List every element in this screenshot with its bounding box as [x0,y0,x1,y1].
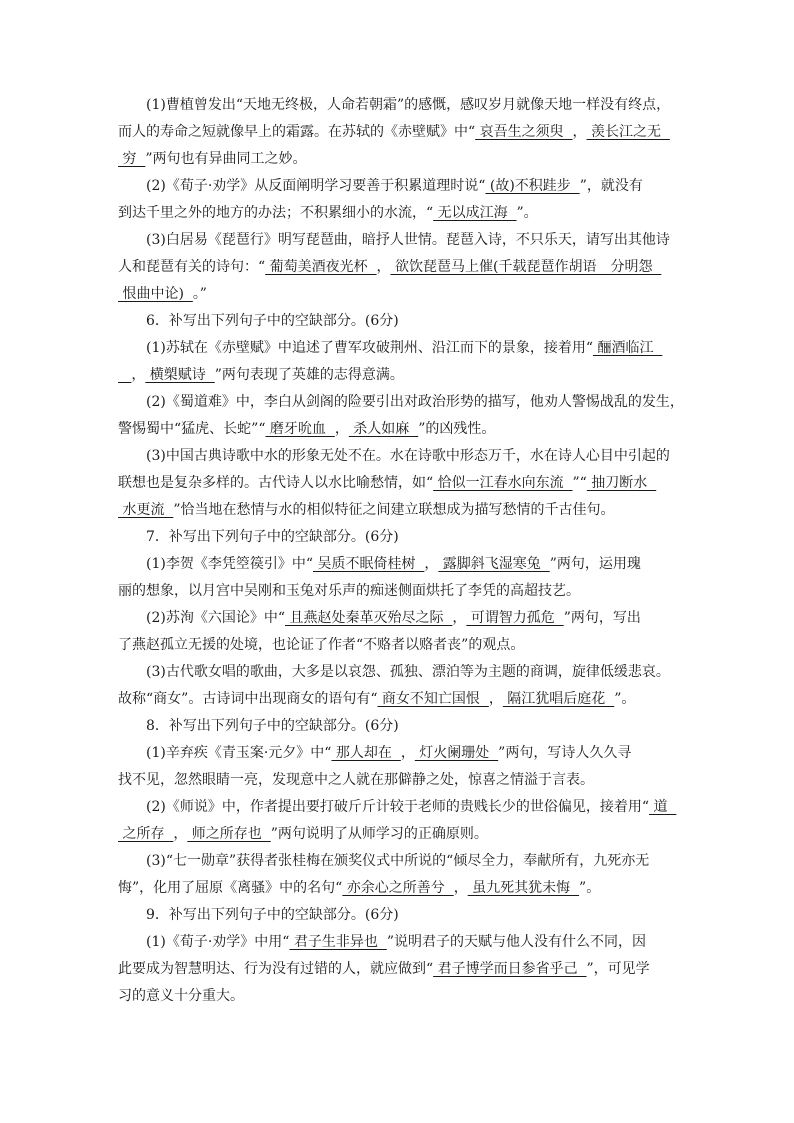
text-segment: 故称“商女”。古诗词中出现商女的语句有“ [118,691,378,707]
text-line [118,794,676,821]
answer-blank: 羡长江之无 [586,124,670,140]
text-segment: 人和琵琶有关的诗句：“ [118,259,266,275]
text-segment: ”，就没有 [579,178,643,194]
text-segment: ， [131,367,146,383]
answer-blank: 穷 [118,151,146,167]
text-segment: ， [334,421,349,437]
text-segment: ”两句说明了从师学习的正确原则。 [270,826,488,842]
text-segment: ”两句，运用瑰 [549,556,641,572]
answer-blank: 且燕赵处秦革灭殆尽之际 [285,610,453,626]
text-segment: ”说明君子的天赋与他人没有什么不同，因 [386,934,646,950]
text-line [118,200,676,227]
answer-blank [118,367,131,383]
text-line [118,875,676,902]
text-segment: (1)苏轼在《赤壁赋》中追述了曹军攻破荆州、沿江而下的景象，接着用“ [146,340,593,356]
text-segment: ”。 [579,880,601,896]
text-segment: 此要成为智慧明达、行为没有过错的人，就应做到“ [118,961,434,977]
answer-blank: 横槊赋诗 [145,367,215,383]
text-segment: (1)《荀子·劝学》中用“ [146,934,290,950]
text-segment: ”两句，写出 [563,610,641,626]
text-segment: 联想也是复杂多样的。古代诗人以水比喻愁情，如“ [118,475,434,491]
answer-blank: 亦余心之所善兮 [342,880,454,896]
text-line [118,416,676,443]
answer-blank: 隔江犹唱后庭花 [502,691,615,707]
answer-blank: 磨牙吮血 [265,421,335,437]
text-segment: ”“ [572,475,587,491]
text-line [118,929,676,956]
text-line [118,821,676,848]
text-line [118,578,676,605]
answer-blank: 君子生非异也 [289,934,387,950]
answer-blank: 恨曲中论) [118,286,193,302]
answer-blank: 哀吾生之须臾 [475,124,573,140]
text-segment: ”。 [516,205,538,221]
text-line [118,443,676,470]
text-line [118,227,676,254]
text-segment: ”两句表现了英雄的志得意满。 [214,367,404,383]
text-line [118,92,676,119]
text-segment: (3)古代歌女唱的歌曲，大多是以哀怨、孤独、漂泊等为主题的商调，旋律低缓悲哀。 [146,664,670,680]
text-segment: ， [452,610,467,626]
question-title: 8．补写出下列句子中的空缺部分。(6分) [146,718,399,734]
text-segment: ”的凶残性。 [418,421,496,437]
text-segment: ”。 [614,691,636,707]
text-segment: 悔”，化用了屈原《离骚》中的名句“ [118,880,343,896]
answer-blank: 欲饮琵琶马上催(千载琵琶作胡语 分明怨 [390,259,662,275]
answer-blank: 吴质不眠倚桂树 [313,556,425,572]
text-segment: ”恰当地在愁情与水的相似特征之间建立联想成为描写愁情的千古佳句。 [173,502,615,518]
answer-blank: 无以成江海 [433,205,517,221]
answer-blank: 君子博学而日参省乎己 [433,961,587,977]
text-line [118,362,676,389]
text-line [118,119,676,146]
answer-blank: 虽九死其犹未悔 [467,880,580,896]
text-line [118,389,684,416]
text-segment: 。” [192,286,207,302]
answer-blank: 葡萄美酒夜光杯 [265,259,377,275]
answer-blank: (故)不积跬步 [485,178,580,194]
text-segment: ， [453,880,468,896]
text-segment: ， [173,826,188,842]
text-segment: 警惕蜀中“猛虎、长蛇”“ [118,421,266,437]
answer-blank: 灯火阑珊处 [414,745,499,761]
text-line [118,146,676,173]
text-segment: (3)中国古典诗歌中水的形象无处不在。水在诗歌中形态万千，水在诗人心目中引起的 [146,448,670,464]
text-segment: 了燕赵孤立无援的处境，也论证了作者“不赂者以赂者丧”的观点。 [118,637,525,653]
text-segment: 习的意义十分重大。 [118,988,244,1004]
text-line [118,470,676,497]
text-segment: (2)《师说》中，作者提出要打破斤斤计较于老师的贵贱长少的世俗偏见，接着用“ [146,799,649,815]
question-title: 6．补写出下列句子中的空缺部分。(6分) [146,313,399,329]
text-segment: 到达千里之外的地方的办法；不积累细小的水流，“ [118,205,434,221]
question-title: 9．补写出下列句子中的空缺部分。(6分) [146,907,399,923]
text-line [118,335,676,362]
text-line [118,281,676,308]
text-line [118,605,676,632]
text-line [118,767,676,794]
text-segment: ”，可见学 [586,961,650,977]
document-body [118,92,684,1010]
answer-blank: 杀人如麻 [348,421,419,437]
text-segment: ， [424,556,439,572]
text-segment: 而人的寿命之短就像早上的霜露。在苏轼的《赤壁赋》中“ [118,124,476,140]
text-segment: (1)辛弃疾《青玉案·元夕》中“ [146,745,332,761]
answer-blank: 露脚斜飞湿寒兔 [438,556,550,572]
question-title: 7．补写出下列句子中的空缺部分。(6分) [146,529,399,545]
answer-blank: 那人却在 [331,745,401,761]
text-segment: ”两句，写诗人久久寻 [498,745,632,761]
answer-blank: 商女不知亡国恨 [377,691,489,707]
text-line [118,740,676,767]
text-line [118,848,676,875]
answer-blank: 抽刀断水 [586,475,657,491]
text-segment: 找不见，忽然眼睛一亮，发现意中之人就在那僻静之处，惊喜之情溢于言表。 [118,772,594,788]
text-segment: ， [488,691,503,707]
answer-blank: 酾酒临江 [593,340,663,356]
answer-blank: 恰似一江春水向东流 [433,475,573,491]
answer-blank: 水更流 [118,502,174,518]
answer-blank: 可谓智力孤危 [466,610,564,626]
text-segment: (1)曹植曾发出“天地无终极，人命若朝霜”的感慨，感叹岁月就像天地一样没有终点， [146,97,671,113]
text-line [118,956,676,983]
text-segment: (2)《蜀道难》中，李白从剑阁的险要引出对政治形势的描写，他劝人警惕战乱的发生， [146,394,684,410]
answer-blank: 道 [649,799,677,815]
text-segment: 丽的想象，以月宫中吴刚和玉兔对乐声的痴迷侧面烘托了李凭的高超技艺。 [118,583,580,599]
text-line [118,632,676,659]
text-segment: ， [400,745,415,761]
text-segment: (1)李贺《李凭箜篌引》中“ [146,556,313,572]
text-segment: ”两句也有异曲同工之妙。 [145,151,307,167]
text-line [118,686,676,713]
answer-blank: 之所存 [118,826,174,842]
text-line [118,497,676,524]
answer-blank: 师之所存也 [187,826,271,842]
text-line [118,659,676,686]
text-line [118,983,676,1010]
text-segment: (3)白居易《琵琶行》明写琵琶曲，暗抒人世情。琵琶入诗，不只乐天，请写出其他诗 [146,232,670,248]
text-segment: (2)《荀子·劝学》从反面阐明学习要善于积累道理时说“ [146,178,486,194]
text-segment: (2)苏洵《六国论》中“ [146,610,285,626]
text-segment: ， [376,259,391,275]
text-line [118,551,676,578]
text-line [118,173,676,200]
text-segment: ， [572,124,587,140]
text-line [118,254,676,281]
text-segment: (3)“七一勋章”获得者张桂梅在颁奖仪式中所说的“倾尽全力，奉献所有，九死亦无 [146,853,650,869]
